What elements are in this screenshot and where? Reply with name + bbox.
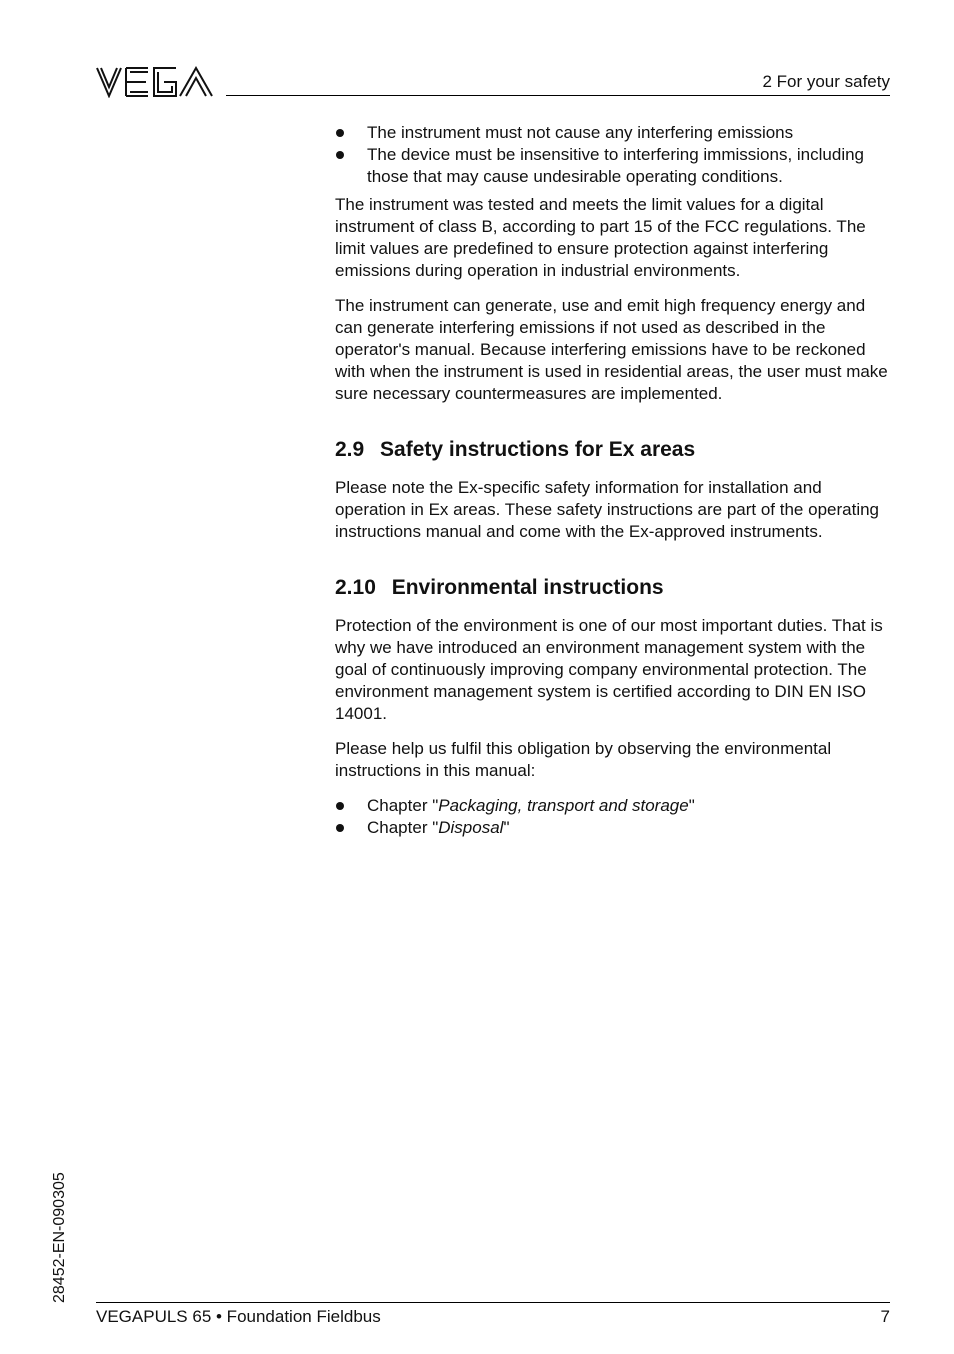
page-number: 7 [880,1307,890,1326]
list-item: The device must be insensitive to interfering immissions, including those that may cause undesirable operating conditions. [335,144,891,188]
paragraph-emissions: The instrument can generate, use and emit high frequency energy and can generate interfering emissions if not used as described in the operator's manual. Because interfering emissions have to be reckoned with when the instrument is used in residential areas, the user must make sure necessary countermeasures are implemented. [335,296,888,403]
heading-2-9: 2.9 Safety instructions for Ex areas [335,438,696,461]
list-item: Chapter "Packaging, transport and storage" [335,795,891,817]
bullet-icon [336,129,344,137]
bullet-icon [336,824,344,832]
main-content [335,122,891,845]
running-header-section: 2 For your safety [762,72,890,91]
bullet-icon [336,802,344,810]
paragraph-environment: Protection of the environment is one of our most important duties. That is why we have introduced an environment management system with the goal of continuously improving company environmental protection. The environment management system is certified according to DIN EN ISO 14001. [335,616,883,723]
heading-2-10: 2.10 Environmental instructions [335,576,664,599]
intro-bullet-list [335,122,891,188]
list-item: Chapter "Disposal" [335,817,891,839]
list-item: The instrument must not cause any interfering emissions [335,122,891,144]
chapter-bullet-list [335,795,891,839]
vega-logo [96,66,214,98]
footer-rule [96,1302,890,1303]
bullet-icon [336,151,344,159]
paragraph-fcc: The instrument was tested and meets the limit values for a digital instrument of class B, according to part 15 of the FCC regulations. The limit values are predefined to ensure protection against interfering emissions during operation in industrial environments. [335,195,866,280]
document-id: 28452-EN-090305 [51,1172,68,1303]
header-rule [226,95,890,96]
paragraph-obligation: Please help us fulfil this obligation by observing the environmental instructions in this manual: [335,739,832,780]
paragraph-ex-areas: Please note the Ex-specific safety information for installation and operation in Ex areas. These safety instructions are part of the operating instructions manual and come with the Ex-approved instruments. [335,478,879,541]
footer-title: VEGAPULS 65 • Foundation Fieldbus [96,1307,381,1326]
